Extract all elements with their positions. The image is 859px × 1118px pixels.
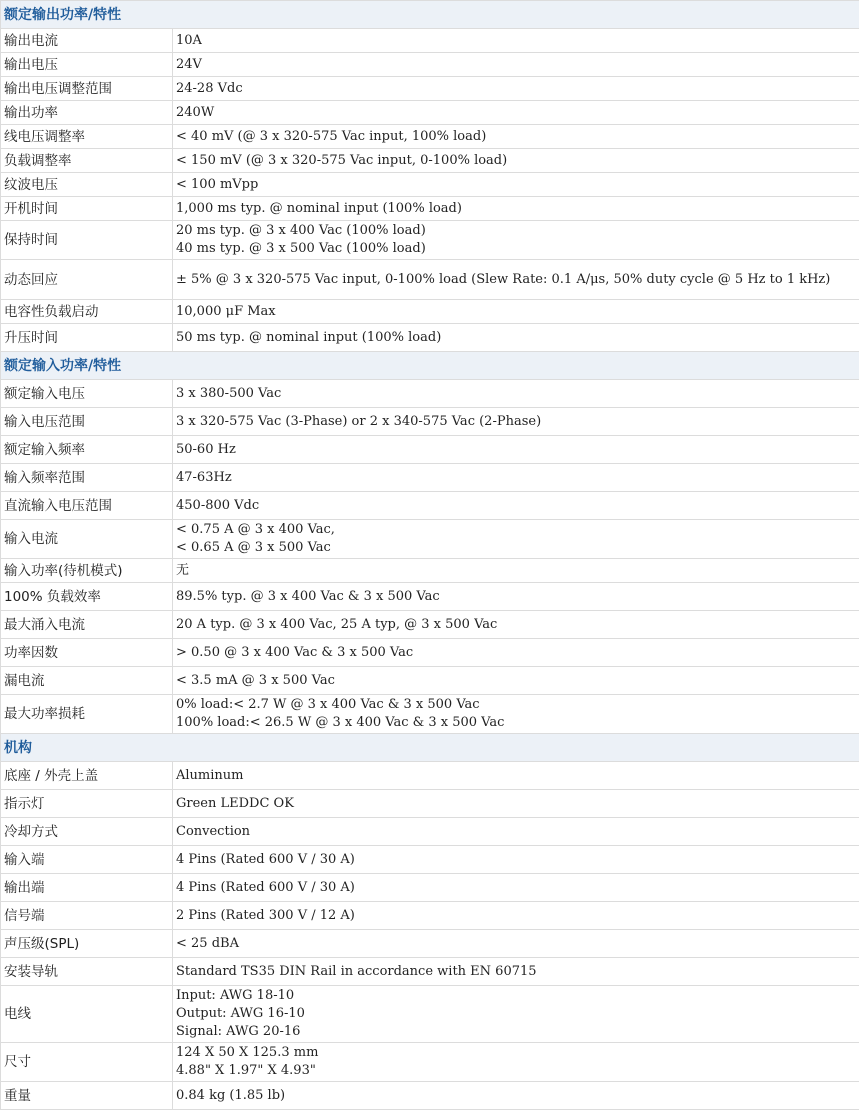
spec-row <box>1 408 859 436</box>
spec-row <box>1 1043 859 1082</box>
spec-label: 电线 <box>1 986 173 1043</box>
spec-row <box>1 197 859 221</box>
spec-row <box>1 324 859 352</box>
spec-value: 50 ms typ. @ nominal input (100% load) <box>173 324 859 352</box>
spec-label: 输入端 <box>1 846 173 874</box>
spec-row <box>1 930 859 958</box>
spec-row <box>1 492 859 520</box>
spec-label: 保持时间 <box>1 221 173 260</box>
spec-row <box>1 902 859 930</box>
spec-value: 89.5% typ. @ 3 x 400 Vac & 3 x 500 Vac <box>173 583 859 611</box>
spec-row <box>1 29 859 53</box>
spec-label: 线电压调整率 <box>1 125 173 149</box>
spec-row <box>1 77 859 101</box>
spec-label: 开机时间 <box>1 197 173 221</box>
section-title: 额定输出功率/特性 <box>1 1 859 29</box>
spec-value: 无 <box>173 559 859 583</box>
spec-label: 信号端 <box>1 902 173 930</box>
spec-row <box>1 173 859 197</box>
spec-label: 输入电流 <box>1 520 173 559</box>
spec-label: 漏电流 <box>1 667 173 695</box>
spec-row <box>1 464 859 492</box>
spec-row <box>1 874 859 902</box>
spec-label: 电容性负载启动 <box>1 300 173 324</box>
spec-label: 负载调整率 <box>1 149 173 173</box>
spec-label: 输出功率 <box>1 101 173 125</box>
spec-row <box>1 1082 859 1110</box>
spec-label: 底座 / 外壳上盖 <box>1 762 173 790</box>
spec-row <box>1 300 859 324</box>
spec-row <box>1 520 859 559</box>
spec-label: 输出端 <box>1 874 173 902</box>
spec-label: 最大功率损耗 <box>1 695 173 734</box>
spec-label: 输出电压 <box>1 53 173 77</box>
spec-value: Input: AWG 18-10 Output: AWG 16-10 Signal: AWG 20-16 <box>173 986 859 1043</box>
spec-row <box>1 611 859 639</box>
spec-row <box>1 818 859 846</box>
spec-row <box>1 846 859 874</box>
spec-value: 3 x 380-500 Vac <box>173 380 859 408</box>
spec-label: 升压时间 <box>1 324 173 352</box>
spec-value: Aluminum <box>173 762 859 790</box>
spec-row <box>1 125 859 149</box>
spec-value: 3 x 320-575 Vac (3-Phase) or 2 x 340-575 Vac (2-Phase) <box>173 408 859 436</box>
spec-value: < 0.75 A @ 3 x 400 Vac, < 0.65 A @ 3 x 500 Vac <box>173 520 859 559</box>
spec-value: 4 Pins (Rated 600 V / 30 A) <box>173 874 859 902</box>
spec-value: 2 Pins (Rated 300 V / 12 A) <box>173 902 859 930</box>
spec-value: < 25 dBA <box>173 930 859 958</box>
spec-value: < 3.5 mA @ 3 x 500 Vac <box>173 667 859 695</box>
spec-value: 10A <box>173 29 859 53</box>
spec-value: 20 A typ. @ 3 x 400 Vac, 25 A typ, @ 3 x 500 Vac <box>173 611 859 639</box>
spec-value: 20 ms typ. @ 3 x 400 Vac (100% load) 40 ms typ. @ 3 x 500 Vac (100% load) <box>173 221 859 260</box>
spec-label: 额定输入电压 <box>1 380 173 408</box>
spec-value: ± 5% @ 3 x 320-575 Vac input, 0-100% load (Slew Rate: 0.1 A/μs, 50% duty cycle @ 5 Hz to 1 kHz) <box>173 260 859 300</box>
spec-label: 尺寸 <box>1 1043 173 1082</box>
spec-row <box>1 53 859 77</box>
spec-label: 输入电压范围 <box>1 408 173 436</box>
spec-table-body <box>1 1 859 1110</box>
spec-label: 输出电压调整范围 <box>1 77 173 101</box>
spec-row <box>1 695 859 734</box>
spec-label: 输出电流 <box>1 29 173 53</box>
spec-value: < 100 mVpp <box>173 173 859 197</box>
spec-label: 额定输入频率 <box>1 436 173 464</box>
spec-label: 纹波电压 <box>1 173 173 197</box>
spec-value: 24-28 Vdc <box>173 77 859 101</box>
spec-label: 输入功率(待机模式) <box>1 559 173 583</box>
spec-row <box>1 559 859 583</box>
section-header <box>1 1 859 29</box>
spec-row <box>1 639 859 667</box>
spec-label: 功率因数 <box>1 639 173 667</box>
spec-value: 1,000 ms typ. @ nominal input (100% load) <box>173 197 859 221</box>
spec-value: 47-63Hz <box>173 464 859 492</box>
spec-value: Green LEDDC OK <box>173 790 859 818</box>
spec-label: 声压级(SPL) <box>1 930 173 958</box>
spec-value: 50-60 Hz <box>173 436 859 464</box>
spec-value: 4 Pins (Rated 600 V / 30 A) <box>173 846 859 874</box>
spec-row <box>1 101 859 125</box>
spec-row <box>1 583 859 611</box>
spec-value: Convection <box>173 818 859 846</box>
spec-label: 动态回应 <box>1 260 173 300</box>
spec-row <box>1 762 859 790</box>
spec-row <box>1 149 859 173</box>
spec-value: 450-800 Vdc <box>173 492 859 520</box>
spec-row <box>1 436 859 464</box>
spec-row <box>1 380 859 408</box>
spec-value: 124 X 50 X 125.3 mm 4.88" X 1.97" X 4.93" <box>173 1043 859 1082</box>
spec-row <box>1 986 859 1043</box>
spec-value: 0.84 kg (1.85 lb) <box>173 1082 859 1110</box>
spec-value: 240W <box>173 101 859 125</box>
spec-value: 0% load:< 2.7 W @ 3 x 400 Vac & 3 x 500 Vac 100% load:< 26.5 W @ 3 x 400 Vac & 3 x 500 Vac <box>173 695 859 734</box>
spec-row <box>1 667 859 695</box>
section-header <box>1 734 859 762</box>
section-title: 机构 <box>1 734 859 762</box>
spec-label: 安装导轨 <box>1 958 173 986</box>
spec-row <box>1 260 859 300</box>
spec-label: 100% 负载效率 <box>1 583 173 611</box>
spec-value: 24V <box>173 53 859 77</box>
section-header <box>1 352 859 380</box>
spec-label: 输入频率范围 <box>1 464 173 492</box>
spec-row <box>1 958 859 986</box>
spec-label: 最大涌入电流 <box>1 611 173 639</box>
spec-label: 直流输入电压范围 <box>1 492 173 520</box>
spec-value: 10,000 μF Max <box>173 300 859 324</box>
spec-row <box>1 790 859 818</box>
spec-value: > 0.50 @ 3 x 400 Vac & 3 x 500 Vac <box>173 639 859 667</box>
spec-label: 冷却方式 <box>1 818 173 846</box>
spec-label: 指示灯 <box>1 790 173 818</box>
section-title: 额定输入功率/特性 <box>1 352 859 380</box>
spec-value: < 150 mV (@ 3 x 320-575 Vac input, 0-100% load) <box>173 149 859 173</box>
spec-value: < 40 mV (@ 3 x 320-575 Vac input, 100% load) <box>173 125 859 149</box>
spec-label: 重量 <box>1 1082 173 1110</box>
spec-value: Standard TS35 DIN Rail in accordance with EN 60715 <box>173 958 859 986</box>
spec-row <box>1 221 859 260</box>
